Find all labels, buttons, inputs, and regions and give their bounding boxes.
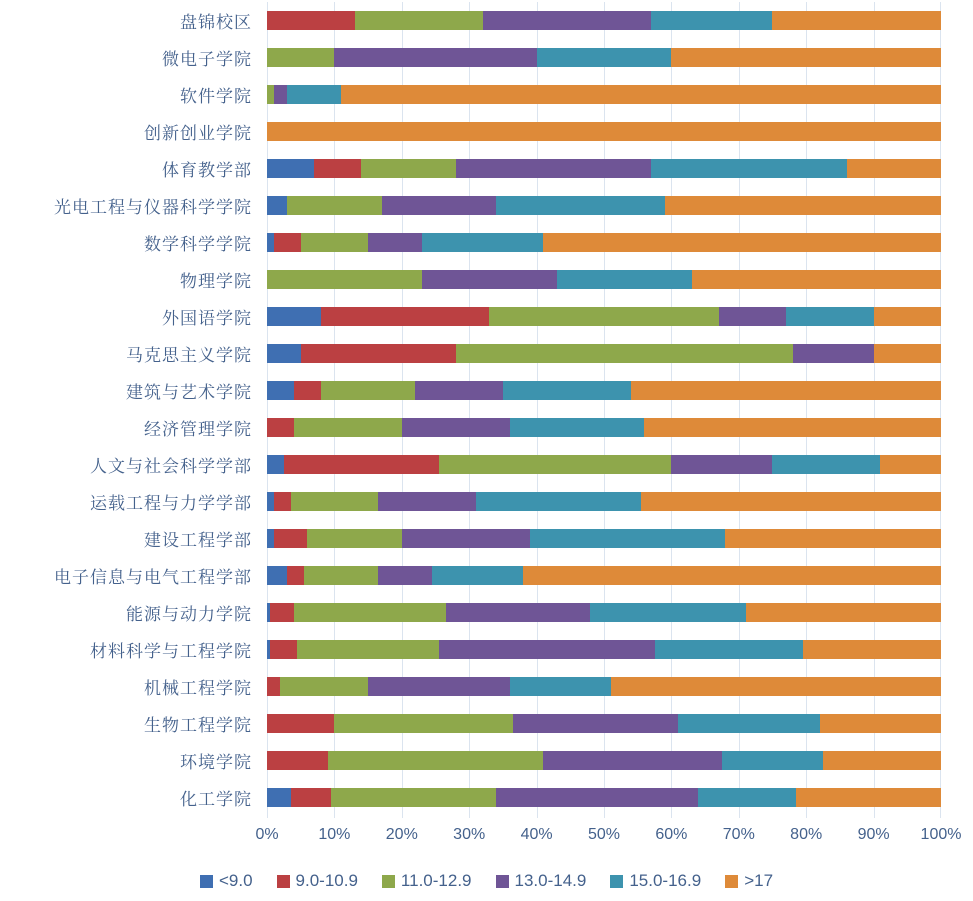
bar-row [267, 187, 941, 224]
stacked-bar [267, 788, 941, 807]
bar-segment [513, 714, 678, 733]
bar-segment [267, 11, 355, 30]
category-label: 电子信息与电气工程学部 [54, 568, 252, 587]
stacked-bar [267, 11, 941, 30]
bar-row [267, 372, 941, 409]
bar-segment [496, 196, 665, 215]
bar-segment [301, 344, 456, 363]
category-label: 化工学院 [180, 790, 252, 809]
x-axis-tick-label: 0% [255, 826, 279, 843]
bar-row [267, 705, 941, 742]
bar-segment [611, 677, 941, 696]
legend-label: 13.0-14.9 [514, 871, 587, 890]
stacked-bar [267, 270, 941, 289]
bar-segment [543, 751, 722, 770]
bar-segment [267, 751, 328, 770]
bar-segment [665, 196, 941, 215]
bar-segment [267, 344, 301, 363]
category-label: 软件学院 [180, 87, 252, 106]
stacked-bar [267, 418, 941, 437]
legend-label: <9.0 [218, 871, 253, 890]
bar-segment [880, 455, 941, 474]
bar-row [267, 298, 941, 335]
bar-segment [267, 566, 287, 585]
bar-segment [378, 566, 432, 585]
bar-segment [530, 529, 725, 548]
bar-segment [274, 233, 301, 252]
bar-segment [671, 48, 941, 67]
bar-segment [291, 788, 331, 807]
bar-segment [355, 11, 483, 30]
bar-segment [267, 233, 274, 252]
bar-segment [874, 344, 941, 363]
bar-segment [267, 381, 294, 400]
stacked-bar [267, 381, 941, 400]
bar-segment [415, 381, 503, 400]
category-label: 人文与社会科学学部 [90, 457, 252, 476]
category-label: 体育教学部 [162, 161, 252, 180]
bar-row [267, 742, 941, 779]
bar-segment [334, 48, 536, 67]
bar-segment [523, 566, 941, 585]
bar-segment [267, 122, 941, 141]
bar-segment [698, 788, 796, 807]
bar-segment [823, 751, 941, 770]
bar-row [267, 150, 941, 187]
category-label: 经济管理学院 [144, 420, 252, 439]
stacked-bar [267, 48, 941, 67]
legend-swatch-icon [277, 875, 290, 888]
x-axis-tick-label: 90% [857, 826, 890, 843]
stacked-bar [267, 751, 941, 770]
x-axis-tick-label: 100% [920, 826, 962, 843]
bar-segment [446, 603, 591, 622]
x-axis-tick-label: 20% [385, 826, 418, 843]
bar-segment [378, 492, 476, 511]
category-label: 机械工程学院 [144, 679, 252, 698]
category-label: 物理学院 [180, 272, 252, 291]
bar-segment [483, 11, 652, 30]
bar-segment [402, 418, 510, 437]
x-axis-tick-label: 70% [722, 826, 755, 843]
bar-segment [274, 85, 287, 104]
bar-row [267, 446, 941, 483]
bar-segment [321, 381, 415, 400]
bar-row [267, 2, 941, 39]
category-label: 生物工程学院 [144, 716, 252, 735]
bar-segment [803, 640, 941, 659]
bar-segment [510, 418, 645, 437]
bar-segment [510, 677, 611, 696]
bar-segment [671, 455, 772, 474]
bar-segment [284, 455, 439, 474]
bar-segment [651, 159, 846, 178]
bar-segment [793, 344, 874, 363]
bar-segment [641, 492, 941, 511]
bar-segment [476, 492, 641, 511]
legend-item [725, 871, 773, 891]
stacked-bar [267, 566, 941, 585]
legend-item [496, 871, 587, 891]
category-label: 建设工程学部 [144, 531, 252, 550]
bar-row [267, 224, 941, 261]
bar-segment [267, 48, 334, 67]
bar-segment [321, 307, 490, 326]
bar-segment [368, 677, 510, 696]
bar-segment [267, 270, 422, 289]
bar-segment [307, 529, 401, 548]
bar-segment [368, 233, 422, 252]
bar-row [267, 594, 941, 631]
x-axis-tick-label: 40% [520, 826, 553, 843]
bar-segment [439, 455, 672, 474]
bar-segment [267, 492, 274, 511]
bar-segment [287, 566, 304, 585]
bar-segment [280, 677, 368, 696]
bar-segment [267, 85, 274, 104]
bar-segment [543, 233, 941, 252]
bar-segment [287, 85, 341, 104]
bar-rows [267, 2, 941, 816]
bar-segment [267, 307, 321, 326]
bar-segment [267, 196, 287, 215]
bar-segment [361, 159, 455, 178]
bar-row [267, 113, 941, 150]
stacked-bar [267, 344, 941, 363]
x-axis-tick-label: 10% [318, 826, 351, 843]
bar-segment [270, 640, 297, 659]
bar-segment [874, 307, 941, 326]
bar-segment [274, 492, 291, 511]
bar-segment [294, 603, 446, 622]
bar-segment [557, 270, 692, 289]
legend-label: >17 [744, 871, 774, 890]
legend-item [277, 871, 358, 891]
bar-segment [267, 677, 280, 696]
category-label: 材料科学与工程学院 [90, 642, 252, 661]
bar-segment [722, 751, 823, 770]
bar-segment [651, 11, 772, 30]
stacked-bar [267, 307, 941, 326]
stacked-bar [267, 529, 941, 548]
bar-segment [294, 418, 402, 437]
x-axis-ticks [255, 826, 962, 848]
bar-segment [267, 159, 314, 178]
legend-swatch-icon [725, 875, 738, 888]
legend-label: 11.0-12.9 [400, 871, 472, 890]
bar-segment [772, 11, 941, 30]
bar-segment [786, 307, 874, 326]
bar-segment [267, 455, 284, 474]
stacked-bar [267, 677, 941, 696]
bar-segment [297, 640, 439, 659]
stacked-bar [267, 122, 941, 141]
bar-segment [692, 270, 941, 289]
bar-segment [291, 492, 379, 511]
bar-segment [341, 85, 941, 104]
legend-item [610, 871, 701, 891]
bar-row [267, 409, 941, 446]
bar-row [267, 39, 941, 76]
bar-segment [334, 714, 513, 733]
bar-segment [382, 196, 497, 215]
category-label: 光电工程与仪器科学学院 [54, 198, 252, 217]
bar-segment [402, 529, 530, 548]
legend-swatch-icon [496, 875, 509, 888]
legend-label: 15.0-16.9 [629, 871, 702, 890]
legend-swatch-icon [200, 875, 213, 888]
bar-segment [267, 529, 274, 548]
bar-segment [456, 344, 793, 363]
category-label: 建筑与艺术学院 [126, 383, 252, 402]
bar-row [267, 557, 941, 594]
stacked-bar [267, 714, 941, 733]
bar-segment [590, 603, 745, 622]
category-labels [0, 2, 256, 816]
bar-row [267, 779, 941, 816]
bar-segment [725, 529, 941, 548]
bar-segment [328, 751, 544, 770]
bar-segment [503, 381, 631, 400]
bar-segment [301, 233, 368, 252]
bar-segment [267, 418, 294, 437]
legend-item [200, 871, 253, 891]
stacked-bar [267, 640, 941, 659]
bar-segment [304, 566, 378, 585]
bar-segment [439, 640, 655, 659]
x-axis-tick-label: 50% [587, 826, 621, 843]
bar-segment [314, 159, 361, 178]
bar-segment [820, 714, 941, 733]
stacked-bar [267, 159, 941, 178]
plot-area [267, 2, 941, 818]
bar-segment [432, 566, 523, 585]
bar-segment [746, 603, 941, 622]
bar-segment [796, 788, 941, 807]
bar-row [267, 483, 941, 520]
bar-row [267, 76, 941, 113]
category-label: 创新创业学院 [144, 124, 252, 143]
category-label: 盘锦校区 [180, 13, 252, 32]
bar-segment [678, 714, 820, 733]
category-label: 数学科学学院 [144, 235, 252, 254]
stacked-bar [267, 85, 941, 104]
bar-segment [267, 714, 334, 733]
legend [0, 868, 973, 894]
bar-segment [496, 788, 698, 807]
stacked-bar [267, 233, 941, 252]
bar-segment [489, 307, 718, 326]
stacked-bar [267, 492, 941, 511]
legend-item [382, 871, 472, 891]
bar-row [267, 668, 941, 705]
bar-segment [274, 529, 308, 548]
bar-segment [422, 233, 543, 252]
bar-segment [655, 640, 803, 659]
category-label: 微电子学院 [162, 50, 252, 69]
bar-row [267, 261, 941, 298]
legend-swatch-icon [382, 875, 395, 888]
legend-swatch-icon [610, 875, 623, 888]
x-axis-tick-label: 60% [655, 826, 688, 843]
category-label: 外国语学院 [162, 309, 252, 328]
x-axis-tick-label: 80% [790, 826, 823, 843]
bar-segment [331, 788, 496, 807]
bar-segment [270, 603, 294, 622]
bar-row [267, 520, 941, 557]
category-label: 运载工程与力学学部 [90, 494, 252, 513]
bar-segment [294, 381, 321, 400]
bar-segment [772, 455, 880, 474]
bar-row [267, 631, 941, 668]
stacked-bar [267, 455, 941, 474]
bar-segment [537, 48, 672, 67]
bar-segment [719, 307, 786, 326]
x-axis-tick-label: 30% [453, 826, 486, 843]
legend-label: 9.0-10.9 [295, 871, 358, 890]
bar-row [267, 335, 941, 372]
bar-segment [456, 159, 651, 178]
category-label: 马克思主义学院 [126, 346, 252, 365]
bar-segment [644, 418, 941, 437]
bar-segment [631, 381, 941, 400]
bar-segment [267, 788, 291, 807]
bar-segment [287, 196, 381, 215]
bar-segment [422, 270, 557, 289]
stacked-bar [267, 196, 941, 215]
category-label: 能源与动力学院 [126, 605, 252, 624]
category-label: 环境学院 [180, 753, 252, 772]
bar-segment [847, 159, 941, 178]
stacked-bar [267, 603, 941, 622]
